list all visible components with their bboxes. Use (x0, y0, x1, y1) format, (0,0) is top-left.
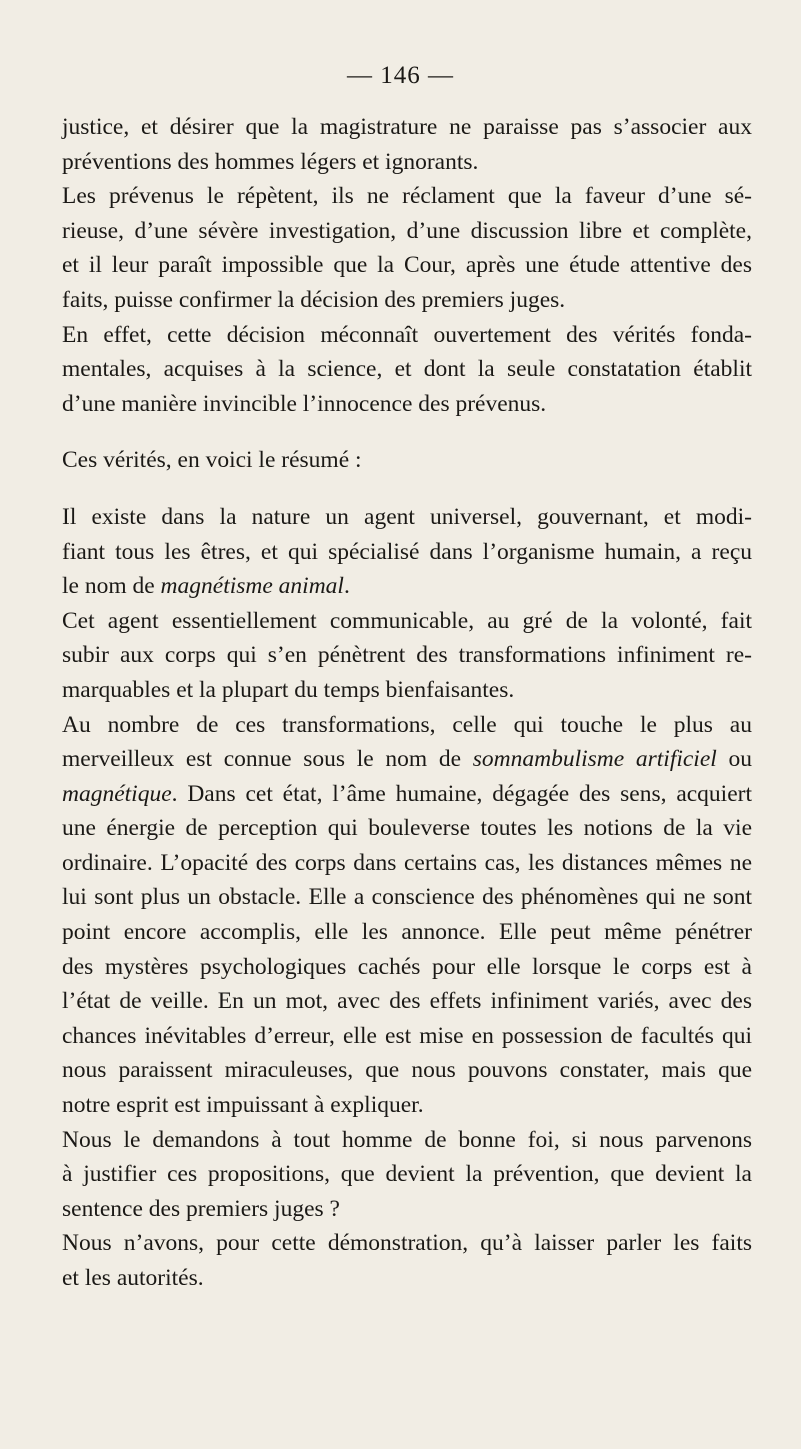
text-line: Les prévenus le répètent, ils ne réclament que la faveur d’une sé- (62, 183, 752, 210)
text-line: marquables et la plupart du temps bienfaisantes. (62, 676, 515, 703)
text-line: l’état de veille. En un mot, avec des effets infiniment variés, avec des (62, 988, 752, 1015)
paragraph-9 (62, 1226, 752, 1295)
italic-term: magnétisme animal (160, 573, 344, 600)
text-line: point encore accomplis, elle les annonce. Elle peut même pénétrer (62, 919, 752, 946)
text-run: merveilleux est connue sous le nom de (62, 746, 473, 773)
text-line: d’une manière invincible l’innocence des prévenus. (62, 390, 547, 417)
text-line: ordinaire. L’opacité des corps dans certains cas, les distances mêmes ne (62, 849, 752, 876)
text-line: faits, puisse confirmer la décision des premiers juges. (62, 286, 566, 313)
italic-term: magnétique (62, 780, 172, 807)
paragraph-2 (62, 179, 752, 317)
paragraph-1 (62, 110, 752, 179)
text-line: chances inévitables d’erreur, elle est mise en possession de facultés qui (62, 1022, 752, 1049)
text-line: lui sont plus un obstacle. Elle a conscience des phénomènes qui ne sont (62, 884, 752, 911)
body-text (62, 110, 752, 1296)
text-line: Ces vérités, en voici le résumé : (62, 447, 362, 474)
paragraph-3 (62, 318, 752, 422)
text-line: justice, et désirer que la magistrature ne paraisse pas s’associer aux (62, 114, 752, 140)
text-line (62, 742, 752, 777)
text-line: Cet agent essentiellement communicable, au gré de la volonté, fait (62, 607, 752, 634)
text-line: En effet, cette décision méconnaît ouvertement des vérités fonda- (62, 321, 752, 348)
paragraph-6 (62, 604, 752, 708)
text-line (62, 569, 752, 604)
text-line: Au nombre de ces transformations, celle qui touche le plus au (62, 711, 752, 738)
text-line: notre esprit est impuissant à expliquer. (62, 1092, 424, 1119)
paragraph-8 (62, 1123, 752, 1227)
text-run: ou (716, 746, 752, 773)
page-number: — 146 — (347, 62, 454, 89)
text-line: Nous le demandons à tout homme de bonne foi, si nous parvenons (62, 1126, 752, 1153)
text-line: Nous n’avons, pour cette démonstration, qu’à laisser parler les faits (62, 1230, 752, 1257)
text-line: et les autorités. (62, 1265, 204, 1291)
text-line: mentales, acquises à la science, et dont la seule constatation établit (62, 356, 752, 383)
text-run: . (343, 573, 350, 600)
text-line: nous paraissent miraculeuses, que nous pouvons constater, mais que (62, 1057, 752, 1084)
text-line: subir aux corps qui s’en pénètrent des transformations infiniment re- (62, 642, 752, 669)
text-run: le nom de (62, 573, 161, 600)
text-line: et il leur paraît impossible que la Cour, après une étude attentive des (62, 252, 752, 279)
text-line: une énergie de perception qui bouleverse toutes les notions de la vie (62, 815, 752, 842)
text-line (62, 777, 752, 812)
text-line: des mystères psychologiques cachés pour elle lorsque le corps est à (62, 953, 752, 980)
text-line: fiant tous les êtres, et qui spécialisé dans l’organisme humain, a reçu (62, 538, 752, 565)
italic-term: somnambulisme artificiel (472, 746, 717, 773)
text-line: rieuse, d’une sévère investigation, d’une discussion libre et complète, (62, 217, 752, 244)
paragraph-7 (62, 708, 752, 1123)
text-line: à justifier ces propositions, que devient la prévention, que devient la (62, 1161, 752, 1188)
paragraph-4 (62, 443, 752, 478)
text-line: Il existe dans la nature un agent universel, gouvernant, et modi- (62, 503, 752, 530)
text-run: . Dans cet état, l’âme humaine, dégagée des sens, acquiert (171, 780, 752, 807)
text-line: préventions des hommes légers et ignorants. (62, 148, 479, 175)
text-line: sentence des premiers juges ? (62, 1195, 340, 1222)
paragraph-5 (62, 500, 752, 604)
